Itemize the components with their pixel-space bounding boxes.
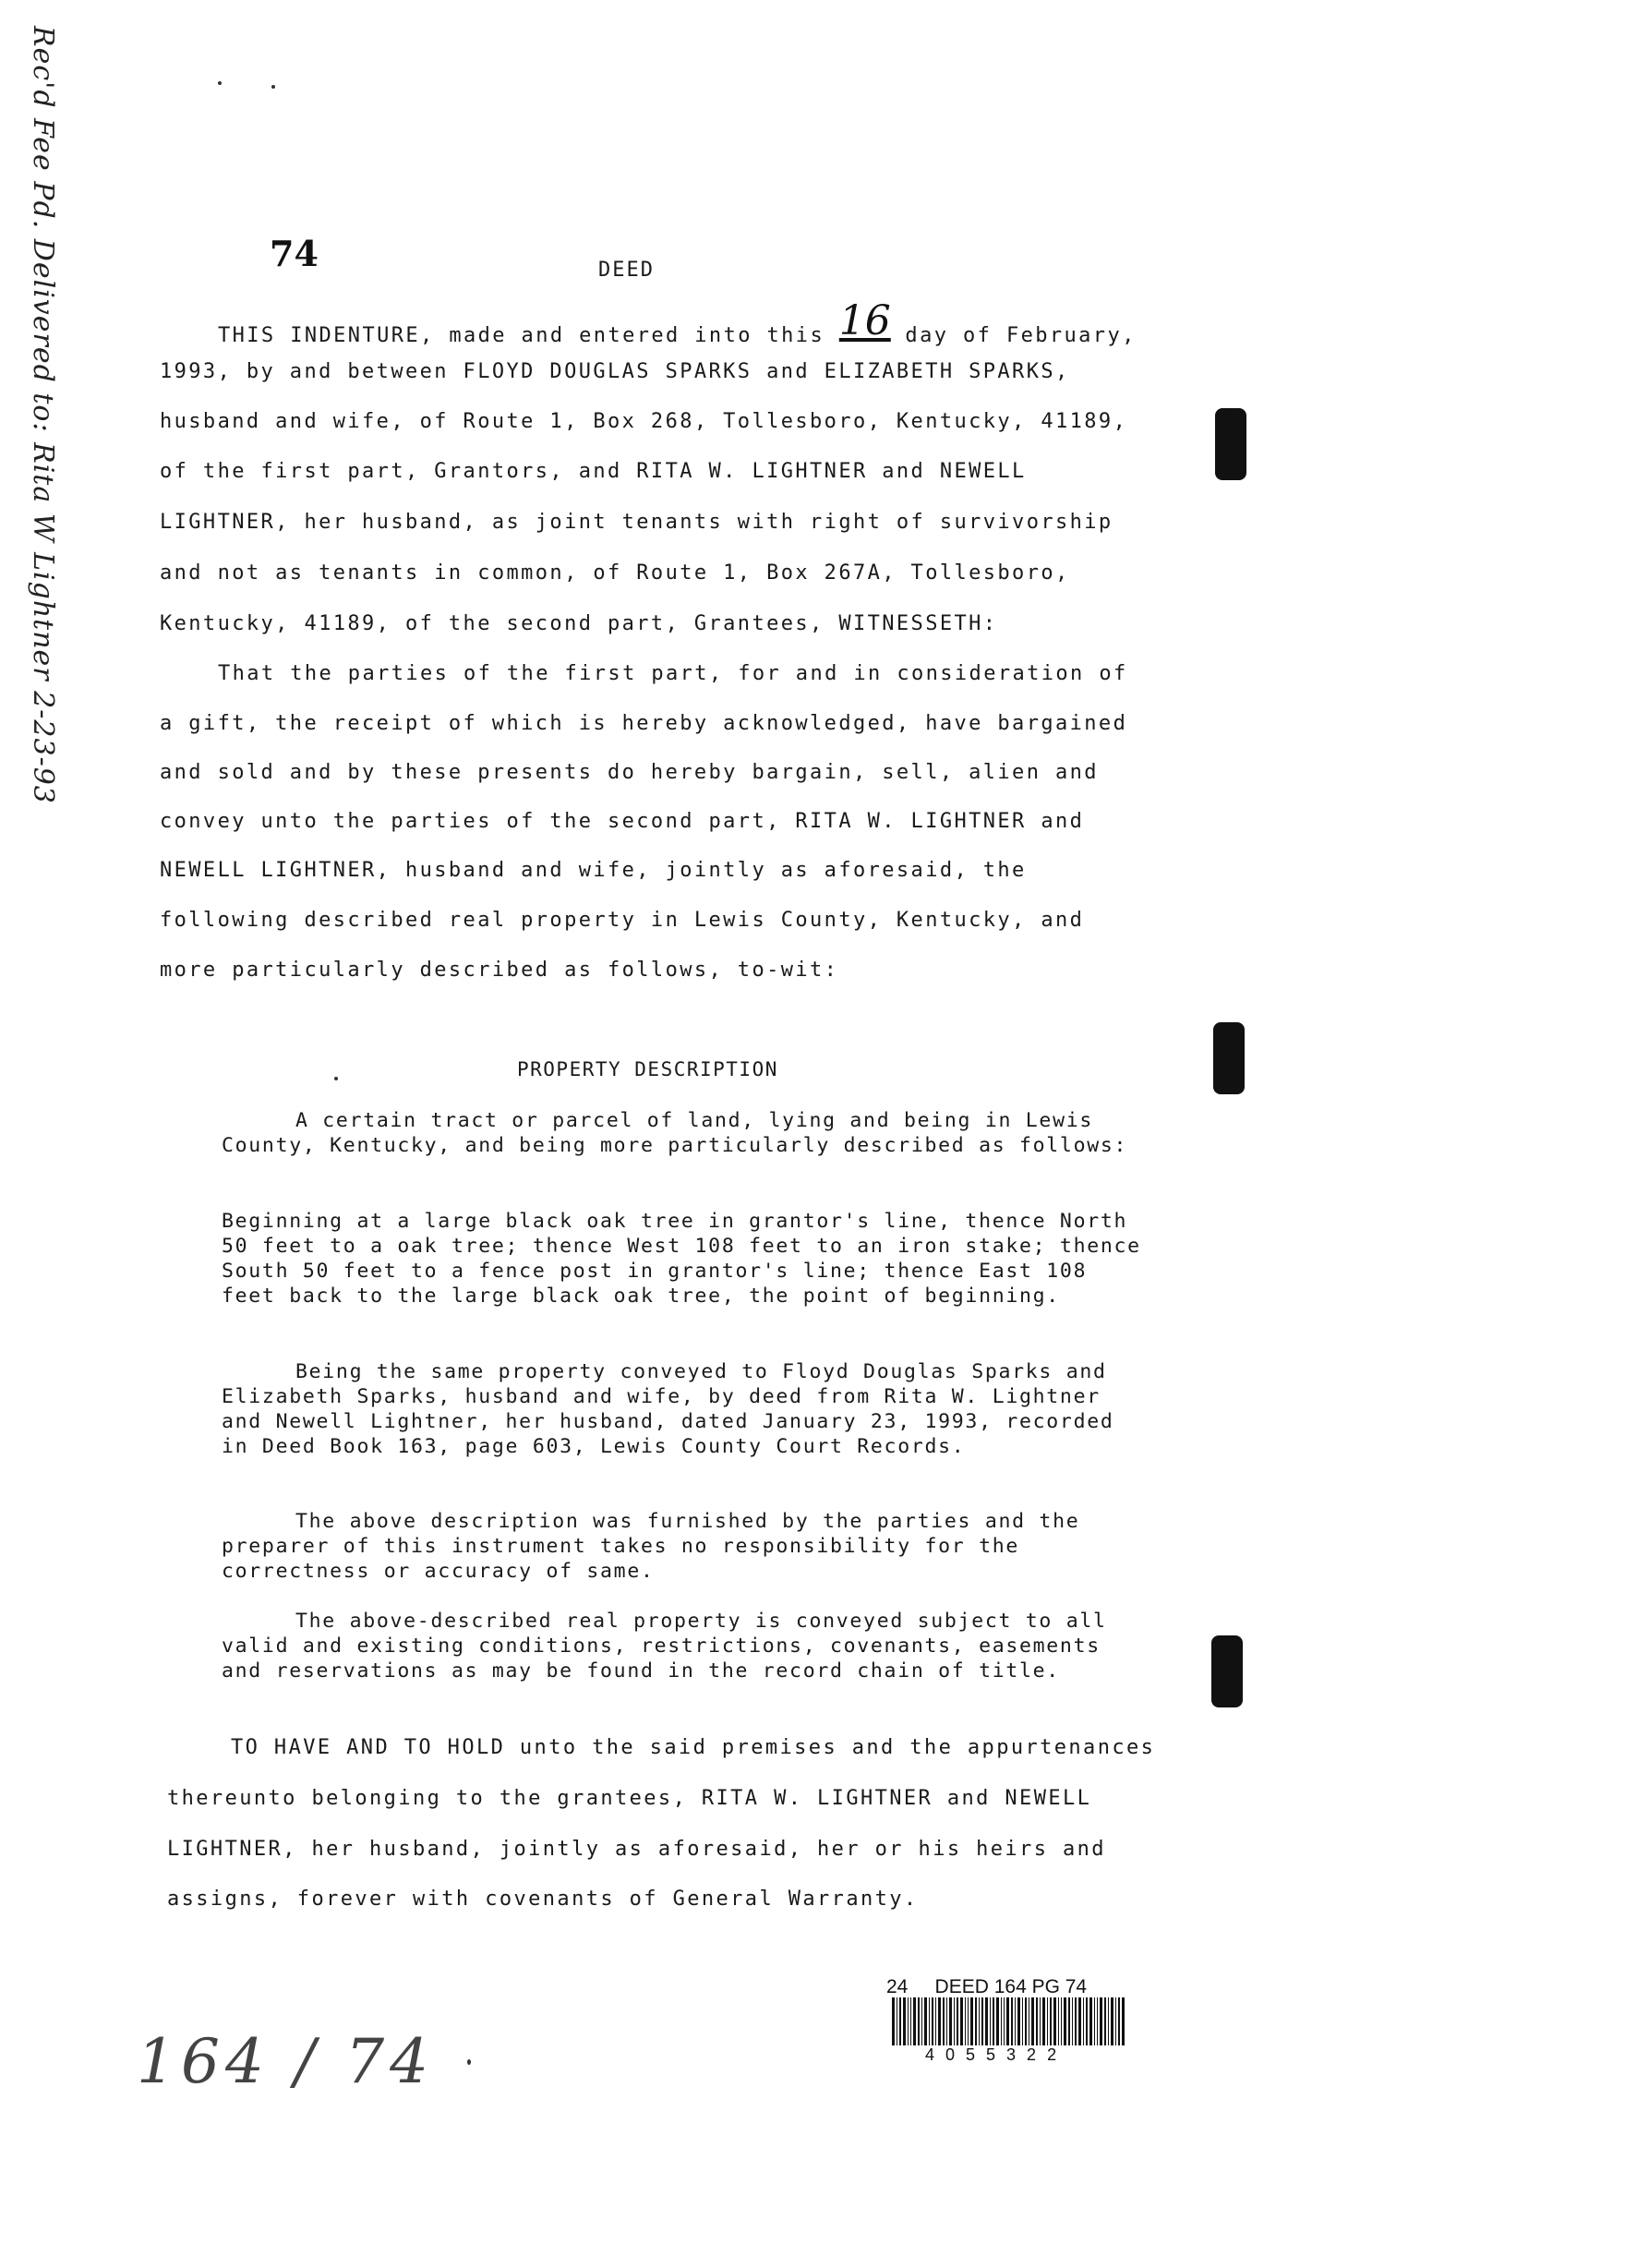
property-paragraph-1-text: A certain tract or parcel of land, lying and being in Lewis County, Kentucky, and being more particularly described as follows: [222,1109,1128,1157]
property-paragraph-3 [222,1359,1145,1459]
punch-mark [1211,1635,1243,1707]
punch-mark [1215,408,1246,480]
page-number: 74 [270,233,319,274]
habendum-line: thereunto belonging to the grantees, RITA W. LIGHTNER and NEWELL [167,1787,1092,1810]
handwritten-day: 16 [838,297,891,344]
property-paragraph-2: Beginning at a large black oak tree in grantor's line, thence North 50 feet to a oak tree; thence West 108 feet to an iron stake; thence South 50 feet to a fence post in grantor's line; thence East 108 feet back to the large black oak tree, the point of beginning. [222,1210,1141,1308]
indenture-line: 1993, by and between FLOYD DOUGLAS SPARKS and ELIZABETH SPARKS, [160,360,1070,383]
property-paragraph-3-text: Being the same property conveyed to Floyd Douglas Sparks and Elizabeth Sparks, husband and wife, by deed from Rita W. Lightner and Newell Lightner, her husband, dated January 23, 1993, recorded in Deed Book 163, page 603, Lewis County Court Records. [222,1360,1114,1458]
speck [334,1077,338,1080]
habendum-line: LIGHTNER, her husband, jointly as aforesaid, her or his heirs and [167,1838,1106,1861]
punch-mark [1213,1022,1245,1094]
indenture-line: of the first part, Grantors, and RITA W. LIGHTNER and NEWELL [160,460,1027,483]
speck [467,2059,471,2065]
indenture-tail: day of February, [905,324,1137,347]
consideration-line: NEWELL LIGHTNER, husband and wife, jointly as aforesaid, the [160,859,1027,882]
indenture-line: husband and wife, of Route 1, Box 268, Tollesboro, Kentucky, 41189, [160,410,1128,433]
property-paragraph-4 [222,1509,1145,1584]
consideration-line: That the parties of the first part, for and in consideration of [218,662,1128,685]
habendum-line: assigns, forever with covenants of General Warranty. [167,1888,919,1911]
consideration-line: more particularly described as follows, to-wit: [160,959,839,982]
property-paragraph-5 [222,1609,1145,1683]
property-paragraph-5-text: The above-described real property is conveyed subject to all valid and existing conditions, restrictions, covenants, easements and reservations as may be found in the record chain of title. [222,1610,1107,1683]
consideration-line: convey unto the parties of the second part, RITA W. LIGHTNER and [160,810,1085,833]
document-title: DEED [598,259,655,282]
barcode-icon [892,1997,1126,2045]
property-paragraph-1 [222,1108,1145,1158]
consideration-line: and sold and by these presents do hereby bargain, sell, alien and [160,761,1099,784]
consideration-line: a gift, the receipt of which is hereby acknowledged, have bargained [160,712,1128,735]
indenture-first-line [218,297,1137,349]
habendum-line: TO HAVE AND TO HOLD unto the said premises and the appurtenances [231,1736,1156,1759]
speck [218,81,222,85]
indenture-line: Kentucky, 41189, of the second part, Grantees, WITNESSETH: [160,612,998,635]
recording-stamp-label: 24 DEED 164 PG 74 [886,1976,1088,1997]
consideration-line: following described real property in Lewis County, Kentucky, and [160,909,1085,932]
barcode-number: 4055322 [925,2045,1068,2064]
indenture-line: LIGHTNER, her husband, as joint tenants with right of survivorship [160,511,1113,534]
property-description-heading: PROPERTY DESCRIPTION [517,1058,778,1080]
property-paragraph-4-text: The above description was furnished by the parties and the preparer of this instrument takes no responsibility for the correctness or accuracy of same. [222,1510,1080,1583]
handwritten-book-page: 164 / 74 [137,2026,435,2097]
margin-handwritten-note: Rec'd Fee Pd. Delivered to: Rita W Lightner 2-23-93 [27,26,59,804]
speck [271,85,275,89]
indenture-lead: THIS INDENTURE, made and entered into this [218,324,825,347]
indenture-line: and not as tenants in common, of Route 1, Box 267A, Tollesboro, [160,561,1070,585]
